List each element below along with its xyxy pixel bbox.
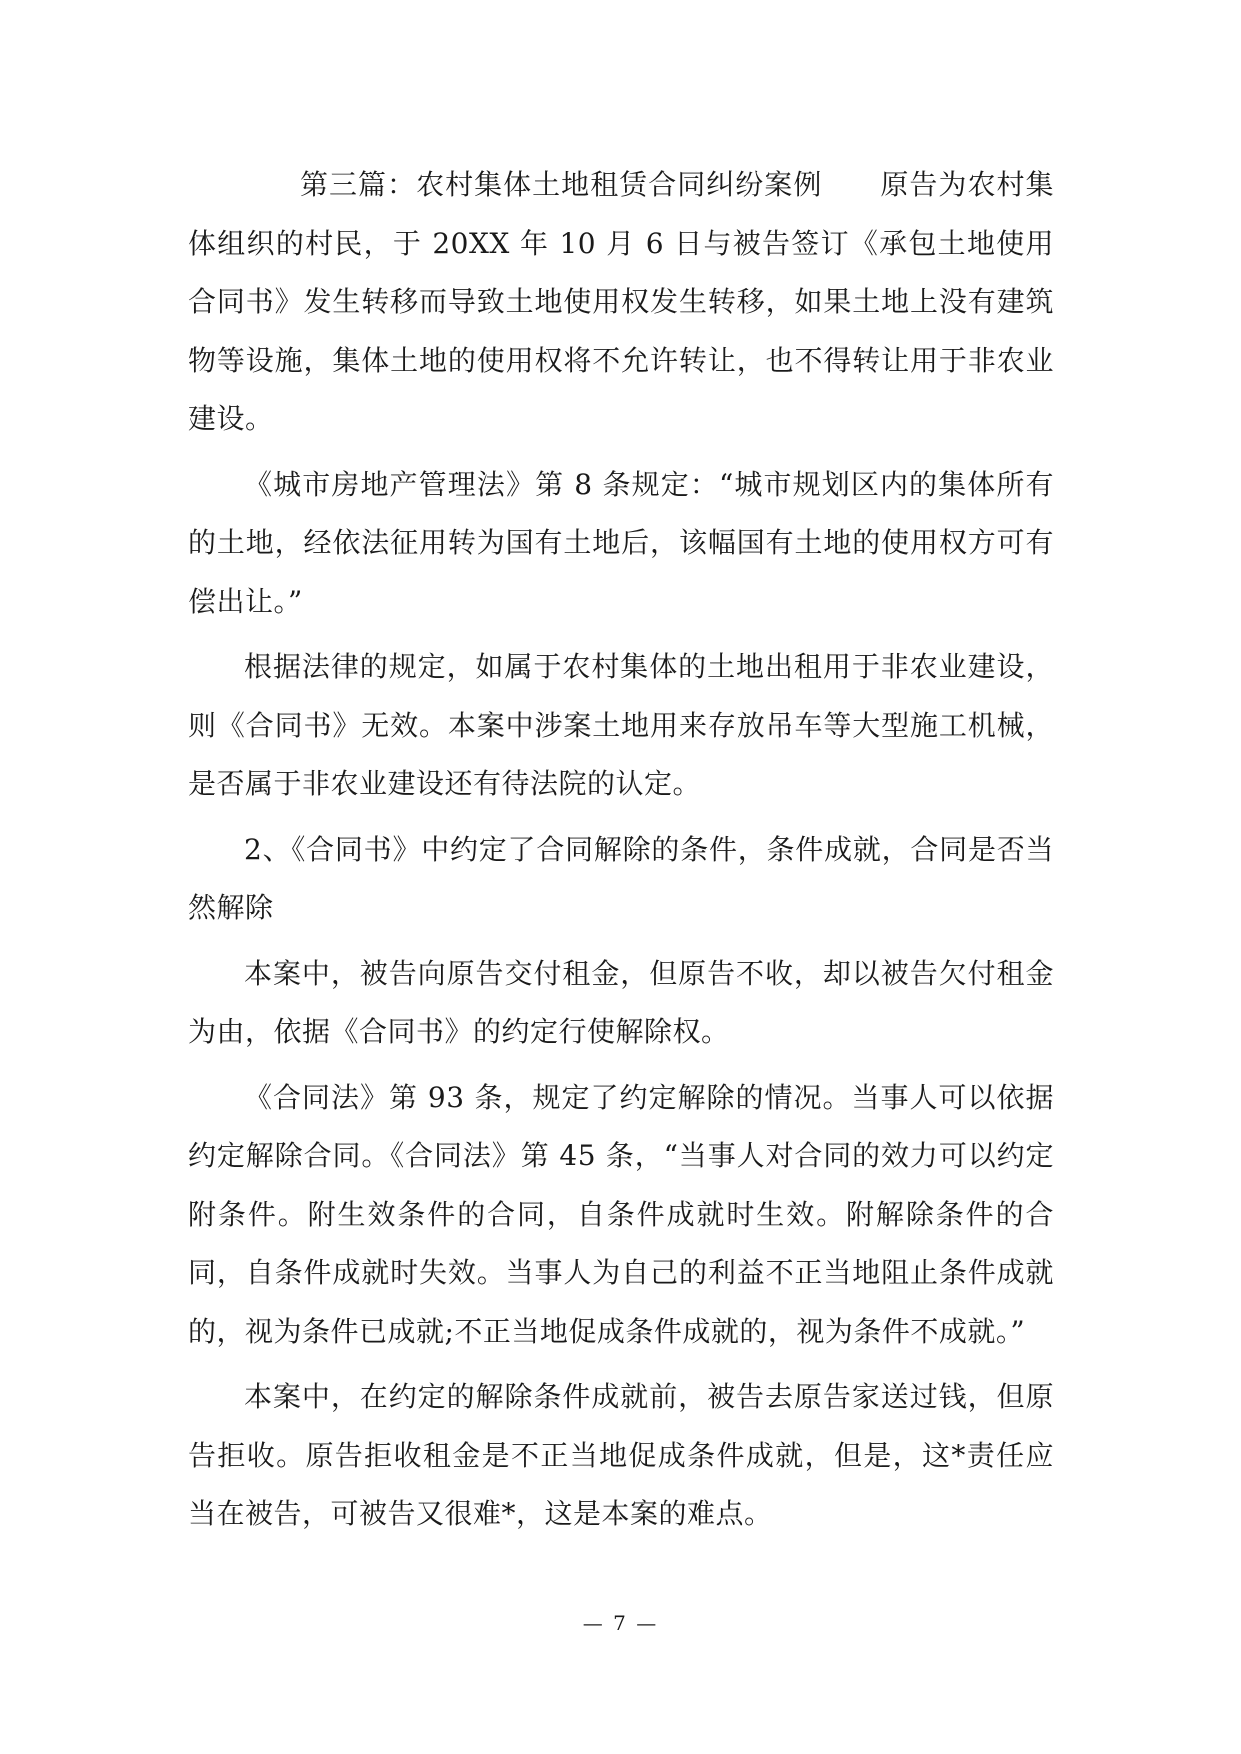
paragraph-case-intro: 第三篇：农村集体土地租赁合同纠纷案例 原告为农村集体组织的村民，于 20XX 年 10 月 6 日与被告签订《承包土地使用合同书》发生转移而导致土地使用权发生转移，如果土地上没有建筑物等设施，集体土地的使用权将不允许转让，也不得转让用于非农业建设。 [188, 168, 1054, 435]
page-number: — 7 — [582, 1611, 659, 1635]
paragraph-contract-law: 《合同法》第 93 条，规定了约定解除的情况。当事人可以依据约定解除合同。《合同法》第 45 条，“当事人对合同的效力可以约定附条件。附生效条件的合同，自条件成就时生效。附解除条件的合同，自条件成就时失效。当事人为自己的利益不正当地阻止条件成就的，视为条件已成就;不正当地促成条件成就的，视为条件不成就。” [188, 1080, 1054, 1348]
document-body [188, 156, 1054, 1544]
paragraph-heading-2: 2、《合同书》中约定了合同解除的条件，条件成就，合同是否当然解除 [188, 832, 1054, 924]
paragraph-real-estate-law: 《城市房地产管理法》第 8 条规定：“城市规划区内的集体所有的土地，经依法征用转为国有土地后，该幅国有土地的使用权方可有偿出让。” [188, 467, 1054, 618]
paragraph-rent-dispute: 本案中，被告向原告交付租金，但原告不收，却以被告欠付租金为由，依据《合同书》的约定行使解除权。 [188, 956, 1054, 1048]
paragraph-legal-provision: 根据法律的规定，如属于农村集体的土地出租用于非农业建设，则《合同书》无效。本案中涉案土地用来存放吊车等大型施工机械，是否属于非农业建设还有待法院的认定。 [188, 650, 1054, 800]
paragraph-case-difficulty: 本案中，在约定的解除条件成就前，被告去原告家送过钱，但原告拒收。原告拒收租金是不正当地促成条件成就，但是，这*责任应当在被告，可被告又很难*，这是本案的难点。 [188, 1380, 1054, 1530]
